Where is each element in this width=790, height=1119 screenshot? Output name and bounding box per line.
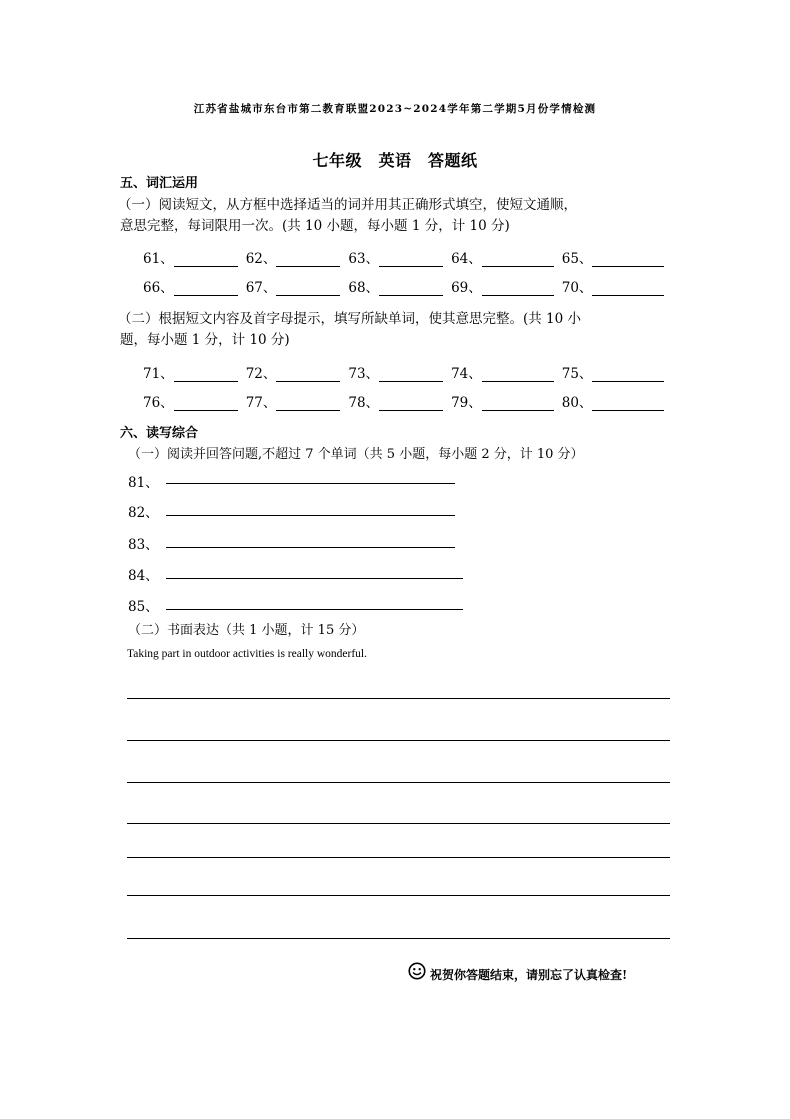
blank-69[interactable] — [451, 276, 554, 296]
blank-label: 74、 — [451, 366, 482, 382]
writing-prompt: Taking part in outdoor activities is really wonderful. — [127, 648, 367, 660]
answer-line-85[interactable] — [166, 609, 463, 610]
blank-61[interactable] — [143, 247, 238, 267]
writing-line-1[interactable] — [127, 698, 670, 699]
writing-line-6[interactable] — [127, 895, 670, 896]
blank-label: 71、 — [143, 366, 174, 382]
writing-line-7[interactable] — [127, 938, 670, 939]
blank-65[interactable] — [562, 247, 665, 267]
section-5-part2-instruction-line2: 题，每小题 1 分，计 10 分) — [120, 332, 290, 348]
footer-message: 祝贺你答题结束，请别忘了认真检查! — [430, 968, 628, 982]
blank-68[interactable] — [348, 276, 443, 296]
blank-label: 70、 — [561, 280, 593, 296]
blank-label: 61、 — [143, 251, 174, 267]
blank-64[interactable] — [451, 247, 554, 267]
blank-label: 72、 — [245, 366, 277, 382]
blank-76[interactable] — [143, 391, 238, 411]
writing-line-4[interactable] — [127, 823, 670, 824]
blank-75[interactable] — [562, 362, 665, 382]
writing-line-3[interactable] — [127, 782, 670, 783]
page-title: 七年级 英语 答题纸 — [312, 151, 478, 170]
blank-label: 64、 — [451, 251, 482, 267]
blank-70[interactable] — [562, 276, 665, 296]
blank-79[interactable] — [451, 391, 554, 411]
blank-label: 67、 — [245, 280, 277, 296]
blank-label: 73、 — [348, 366, 380, 382]
smiley-icon — [408, 962, 426, 980]
blank-label: 63、 — [348, 251, 380, 267]
blank-row-71-75 — [143, 362, 664, 382]
blank-71[interactable] — [143, 362, 238, 382]
blank-74[interactable] — [451, 362, 554, 382]
section-6-heading: 六、读写综合 — [120, 426, 199, 441]
blank-label: 69、 — [451, 280, 482, 296]
section-5-part1-instruction-line1: （一）阅读短文，从方框中选择适当的词并用其正确形式填空，使短文通顺， — [118, 197, 577, 213]
answer-line-81[interactable] — [166, 483, 455, 484]
blank-label: 66、 — [143, 280, 174, 296]
question-label-85: 85、 — [128, 599, 159, 615]
answer-line-84[interactable] — [166, 578, 463, 579]
question-label-81: 81、 — [128, 475, 159, 491]
blank-label: 80、 — [561, 395, 593, 411]
section-5-part1-instruction-line2: 意思完整，每词限用一次。(共 10 小题，每小题 1 分，计 10 分) — [120, 218, 510, 234]
blank-78[interactable] — [348, 391, 443, 411]
section-6-part2-instruction: （二）书面表达（共 1 小题，计 15 分） — [128, 623, 365, 638]
writing-line-5[interactable] — [127, 857, 670, 858]
blank-label: 79、 — [451, 395, 482, 411]
blank-label: 78、 — [348, 395, 380, 411]
writing-line-2[interactable] — [127, 740, 670, 741]
blank-label: 62、 — [245, 251, 277, 267]
blank-label: 77、 — [245, 395, 277, 411]
document-header: 江苏省盐城市东台市第二教育联盟2023~2024学年第二学期5月份学情检测 — [193, 103, 597, 115]
question-label-83: 83、 — [128, 537, 159, 553]
blank-62[interactable] — [246, 247, 341, 267]
blank-row-61-65 — [143, 247, 664, 267]
blank-63[interactable] — [348, 247, 443, 267]
question-label-84: 84、 — [128, 568, 159, 584]
blank-77[interactable] — [246, 391, 341, 411]
answer-line-82[interactable] — [166, 515, 455, 516]
section-5-heading: 五、词汇运用 — [120, 176, 199, 191]
blank-label: 76、 — [143, 395, 174, 411]
section-5-part2-instruction-line1: （二）根据短文内容及首字母提示，填写所缺单词，使其意思完整。(共 10 小 — [118, 311, 582, 327]
blank-label: 68、 — [348, 280, 380, 296]
section-6-part1-instruction: （一）阅读并回答问题,不超过 7 个单词（共 5 小题，每小题 2 分，计 10 分） — [128, 447, 584, 462]
blank-label: 75、 — [561, 366, 593, 382]
blank-66[interactable] — [143, 276, 238, 296]
blank-80[interactable] — [562, 391, 665, 411]
blank-label: 65、 — [561, 251, 593, 267]
blank-row-76-80 — [143, 391, 664, 411]
answer-line-83[interactable] — [166, 547, 455, 548]
blank-row-66-70 — [143, 276, 664, 296]
blank-67[interactable] — [246, 276, 341, 296]
blank-72[interactable] — [246, 362, 341, 382]
question-label-82: 82、 — [128, 505, 159, 521]
blank-73[interactable] — [348, 362, 443, 382]
